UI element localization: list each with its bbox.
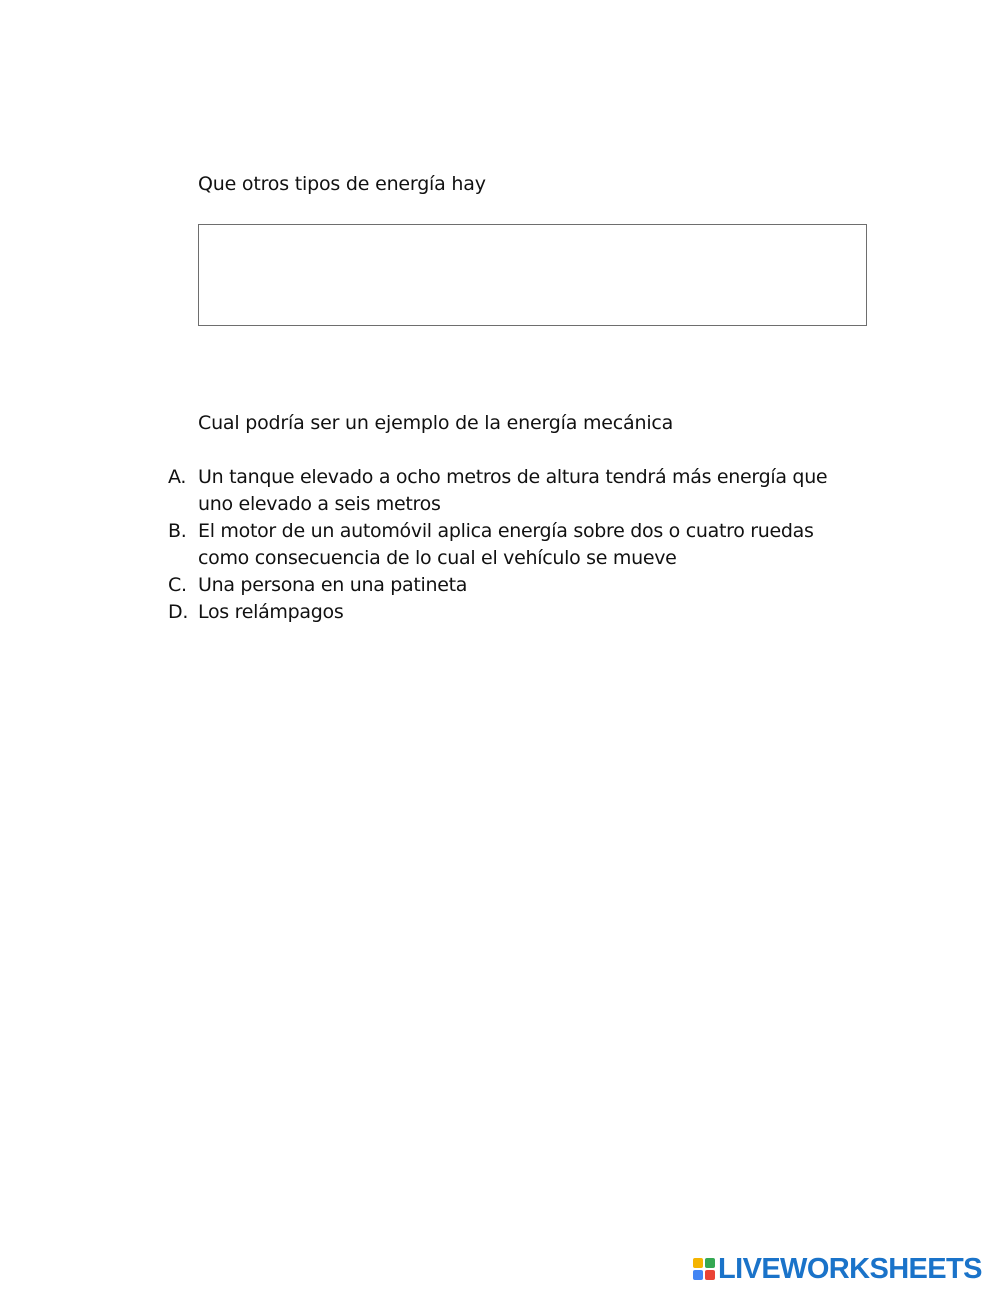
- logo-square-3: [693, 1270, 703, 1280]
- logo-square-2: [705, 1258, 715, 1268]
- logo-square-1: [693, 1258, 703, 1268]
- question-1-title: Que otros tipos de energía hay: [198, 173, 486, 195]
- question-2-title: Cual podría ser un ejemplo de la energía mecánica: [198, 412, 674, 434]
- liveworksheets-brand: [693, 1254, 982, 1284]
- option-a[interactable]: [168, 464, 868, 518]
- option-text: El motor de un automóvil aplica energía sobre dos o cuatro ruedas como consecuencia de lo cual el vehículo se mueve: [198, 520, 814, 569]
- option-d[interactable]: [168, 599, 868, 626]
- answer-options-list: [168, 464, 868, 626]
- option-c[interactable]: [168, 572, 868, 599]
- option-text: Un tanque elevado a ocho metros de altura tendrá más energía que uno elevado a seis metros: [198, 466, 828, 515]
- brand-wordmark: LIVEWORKSHEETS: [718, 1253, 982, 1285]
- answer-text-box[interactable]: [198, 224, 867, 326]
- option-text: Una persona en una patineta: [198, 574, 468, 596]
- option-letter: A.: [168, 466, 187, 488]
- option-text: Los relámpagos: [198, 601, 344, 623]
- logo-square-4: [705, 1270, 715, 1280]
- option-letter: D.: [168, 601, 189, 623]
- option-letter: B.: [168, 520, 187, 542]
- liveworksheets-logo-icon: [693, 1258, 715, 1280]
- option-letter: C.: [168, 574, 187, 596]
- option-b[interactable]: [168, 518, 868, 572]
